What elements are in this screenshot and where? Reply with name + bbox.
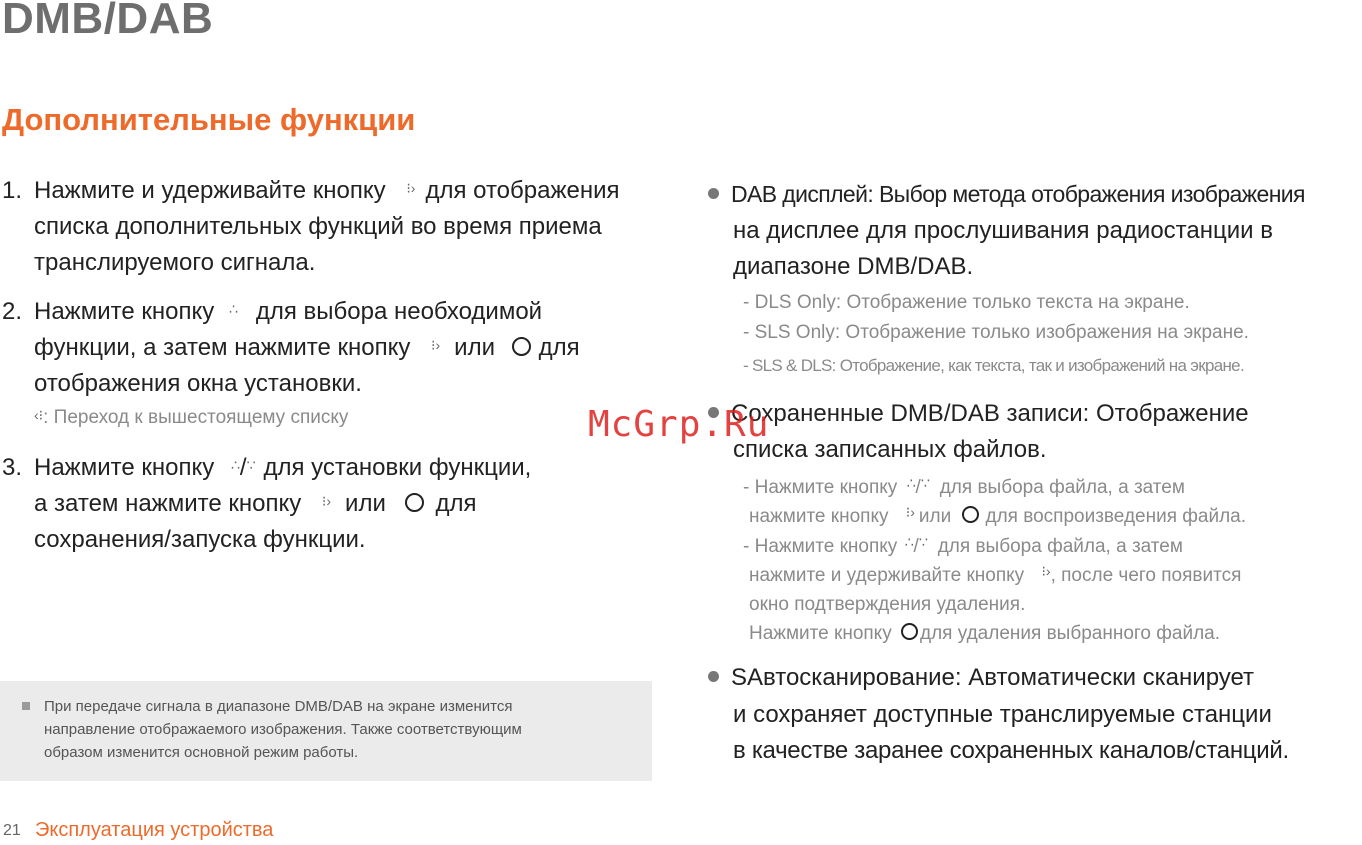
down-dots-icon: ∵ xyxy=(246,456,256,473)
bullet-autoscan-line-1: SАвтосканирование: Автоматически сканирует xyxy=(708,660,1254,696)
step-3-line-3: сохранения/запуска функции. xyxy=(34,526,366,553)
step-2-line-3: отображения окна установки. xyxy=(34,370,362,397)
watermark: McGrp.Ru xyxy=(588,404,770,445)
step-number: 3. xyxy=(2,454,23,481)
records-sub-line-2: нажмите кнопку ⁝› или для воспроизведения файла. xyxy=(749,502,1246,531)
note-bullet-icon xyxy=(22,702,30,710)
ring-button-icon xyxy=(512,337,531,356)
step-2-hint: ‹⁝: Переход к вышестоящему списку xyxy=(34,403,348,432)
page-header-title: DMB/DAB xyxy=(2,0,214,43)
bullet-dab-display-line-3: диапазоне DMB/DAB. xyxy=(733,253,974,280)
down-dots-icon: ∵ xyxy=(920,475,930,492)
up-dots-icon: ∴ xyxy=(906,475,916,492)
up-dots-icon: ∴ xyxy=(904,534,914,551)
dls-only-item: - DLS Only: Отображение только текста на экране. xyxy=(743,292,1190,313)
left-dots-icon: ‹⁝ xyxy=(34,407,44,424)
bullet-records-line-2: списка записанных файлов. xyxy=(733,436,1047,463)
bullet-autoscan-line-3: в качестве заранее сохраненных каналов/станций. xyxy=(733,737,1289,764)
step-number: 1. xyxy=(2,177,23,204)
step-3-line-2: а затем нажмите кнопку ⁝› или для xyxy=(34,486,477,523)
records-sub-line-1: - Нажмите кнопку ∴/∵ для выбора файла, а затем xyxy=(743,473,1185,502)
step-1-line-1: 1. Нажмите и удерживайте кнопку ⁝› для отображения xyxy=(2,173,620,210)
up-dots-icon: ∴ xyxy=(230,456,240,473)
sls-only-item: - SLS Only: Отображение только изображения на экране. xyxy=(743,322,1249,343)
right-dots-icon: ⁝› xyxy=(431,336,441,353)
right-dots-icon: ⁝› xyxy=(406,179,416,196)
right-dots-icon: ⁝› xyxy=(905,504,915,521)
note-line-1: При передаче сигнала в диапазоне DMB/DAB на экране изменится xyxy=(44,698,513,715)
bullet-dot-icon xyxy=(708,671,719,682)
bullet-dab-display-line-2: на дисплее для прослушивания радиостанции в xyxy=(733,217,1273,244)
records-sub-line-6: Нажмите кнопку для удаления выбранного файла. xyxy=(749,623,1220,644)
down-dots-icon: ∵ xyxy=(918,534,928,551)
up-dots-icon: ∴ xyxy=(228,300,238,317)
ring-button-icon xyxy=(405,493,424,512)
note-line-2: направление отображаемого изображения. Также соответствующим xyxy=(44,721,522,738)
step-3-line-1: 3. Нажмите кнопку ∴/∵ для установки функции, xyxy=(2,450,531,487)
step-2-line-1: 2. Нажмите кнопку ∴ для выбора необходимой xyxy=(2,294,542,331)
note-line-3: образом изменится основной режим работы. xyxy=(44,744,359,761)
ring-button-icon xyxy=(901,623,918,640)
records-sub-line-5: окно подтверждения удаления. xyxy=(749,594,1026,615)
bullet-dab-display-line-1: DAB дисплей: Выбор метода отображения изображения xyxy=(708,176,1305,212)
footer-section-label: Эксплуатация устройства xyxy=(35,819,274,841)
step-1-line-2: списка дополнительных функций во время приема xyxy=(34,213,602,240)
bullet-records-line-1: Сохраненные DMB/DAB записи: Отображение xyxy=(708,396,1249,432)
ring-button-icon xyxy=(962,506,979,523)
step-1-line-3: транслируемого сигнала. xyxy=(34,249,316,276)
step-2-line-2: функции, а затем нажмите кнопку ⁝› или для xyxy=(34,330,580,367)
section-title: Дополнительные функции xyxy=(2,102,416,137)
right-dots-icon: ⁝› xyxy=(321,492,332,509)
bullet-dot-icon xyxy=(708,188,719,199)
bullet-autoscan-line-2: и сохраняет доступные транслируемые станции xyxy=(733,701,1272,728)
right-dots-icon: ⁝› xyxy=(1041,563,1051,580)
sls-dls-item: - SLS & DLS: Отображение, как текста, так и изображений на экране. xyxy=(743,356,1244,375)
step-number: 2. xyxy=(2,298,23,325)
records-sub-line-3: - Нажмите кнопку ∴/∵ для выбора файла, а затем xyxy=(743,532,1183,561)
page-number: 21 xyxy=(3,822,21,839)
records-sub-line-4: нажмите и удерживайте кнопку ⁝›, после чего появится xyxy=(749,561,1241,590)
